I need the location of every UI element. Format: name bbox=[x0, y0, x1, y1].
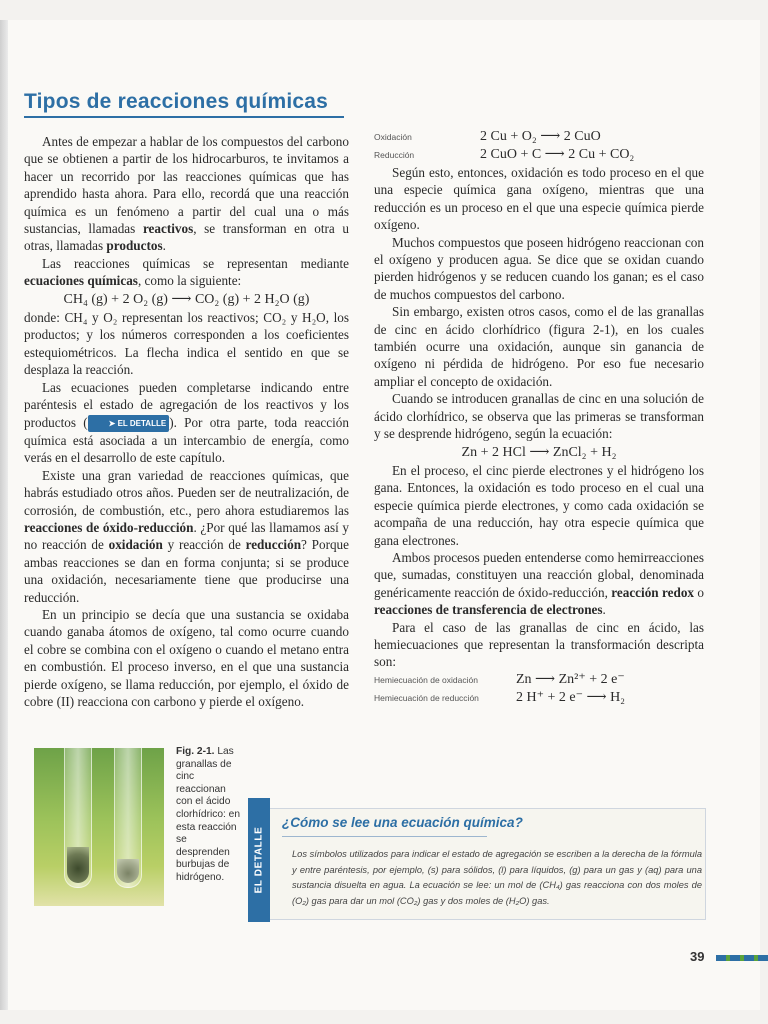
page-number-bar bbox=[716, 955, 768, 961]
el-detalle-heading-underline bbox=[282, 836, 487, 837]
el-detalle-box bbox=[248, 798, 708, 922]
title-underline bbox=[24, 116, 344, 118]
reduction-label: Reducción bbox=[374, 150, 415, 160]
hemi-reduction-label: Hemiecuación de reducción bbox=[374, 692, 479, 703]
el-detalle-content bbox=[270, 808, 706, 920]
paragraph-granallas: Cuando se introducen granallas de cinc en una solución de ácido clorhídrico, se observa que las primeras se transforman y se desprende hidrógeno, según la ecuación: bbox=[374, 391, 704, 442]
hemi-reduction bbox=[374, 689, 704, 707]
paragraph-intro: Antes de empezar a hablar de los compuestos del carbono que se obtienen a partir de los hidrocarburos, te invitamos a hacer un recorrido por las reacciones químicas que has aprendido hasta ahora. Para ello, recordá que una reacción química es un fenómeno a partir del cual una o más sustancias, llamadas reactivos, se transforman en otra u otras, llamadas productos. bbox=[24, 134, 350, 254]
oxidation-label: Oxidación bbox=[374, 132, 412, 142]
paragraph-segun-esto: Según esto, entonces, oxidación es todo proceso en el que una especie química gana oxígeno, mientras que una reducción es un proceso en el que una especie química pierde oxígeno. bbox=[374, 165, 704, 233]
paragraph-variedad: Existe una gran variedad de reacciones químicas, que habrás estudiado otros años. Pueden ser de neutralización, de corrosión, de combustión, etc., pero ahora estudiaremos las reacciones de óxido-reducción. ¿Por qué las llamamos así y no reacción de oxidación y reacción de reducción? Porque ambas reacciones se dan en forma conjunta; si se produce una oxidación, necesariamente tiene que producirse una reducción. bbox=[24, 467, 350, 605]
figure-photo-test-tubes bbox=[34, 748, 164, 906]
figure-caption-text: Las granallas de cinc reaccionan con el ácido clorhídrico: en esta reacción se desprenden burbujas de hidrógeno. bbox=[176, 746, 240, 883]
paragraph-otros-casos: Sin embargo, existen otros casos, como el de las granallas de cinc en ácido clorhídrico (figura 2-1), en los cuales también ocurre una oxidación, aunque sin ganancia de oxígeno ni pérdida de hidrógeno. Por eso fue necesario ampliar el concepto de oxidación. bbox=[374, 304, 704, 389]
right-column bbox=[374, 128, 704, 707]
page-title: Tipos de reacciones químicas bbox=[24, 90, 328, 113]
paragraph-hemirreacciones: Ambos procesos pueden entenderse como hemirreacciones que, sumadas, constituyen una reacción global, denominada genéricamente reacción de óxido-reducción, reacción redox o reacciones de transferencia de electrones. bbox=[374, 549, 704, 618]
paragraph-hidrogeno: Muchos compuestos que poseen hidrógeno reaccionan con el oxígeno y producen agua. Se dice que se oxidan cuando pierden hidrógenos y se reducen cuando los ganan; es el caso de muchos compuestos del carbono. bbox=[374, 234, 704, 302]
el-detalle-reference-link[interactable]: ➤ EL DETALLE bbox=[88, 415, 170, 432]
oxidation-equation: 2 Cu + O₂ ⟶ 2 CuO bbox=[480, 129, 601, 144]
hemi-reduction-equation: 2 H⁺ + 2 e⁻ ⟶ H₂ bbox=[516, 689, 626, 705]
page-number: 39 bbox=[690, 949, 705, 964]
el-detalle-tab: EL DETALLE bbox=[248, 798, 270, 922]
paragraph-estado-agregacion: Las ecuaciones pueden completarse indicando entre paréntesis el estado de agregación de los reactivos y los productos ( ➤ EL DETALLE ). Por otra parte, toda reacción química está asociada a un intercambio de energía, como verás en el desarrollo de este capítulo. bbox=[24, 379, 349, 466]
hemi-oxidation bbox=[374, 671, 704, 689]
paragraph-ecuaciones: Las reacciones químicas se representan mediante ecuaciones químicas, como la siguiente: bbox=[24, 255, 349, 289]
equation-zinc-hcl: Zn + 2 HCl ⟶ ZnCl₂ + H₂ bbox=[461, 444, 617, 460]
el-detalle-body: Los símbolos utilizados para indicar el estado de agregación se escriben a la derecha de la fórmula y entre paréntesis, por ejemplo, (s) para sólidos, (l) para líquidos, (g) para un gas y (aq) para una sustancia disuelta en agua. La ecuación se lee: un mol de (CH₄) gas reacciona con dos moles de (O₂) gas para dar un mol (CO₂) gas y dos moles de (H₂O) gas. bbox=[292, 849, 702, 906]
left-column bbox=[24, 133, 349, 710]
hemi-oxidation-equation: Zn ⟶ Zn²⁺ + 2 e⁻ bbox=[516, 671, 625, 687]
hemi-oxidation-label: Hemiecuación de oxidación bbox=[374, 674, 478, 685]
reduction-equation: 2 CuO + C ⟶ 2 Cu + CO₂ bbox=[480, 147, 635, 162]
paragraph-hemiecuaciones: Para el caso de las granallas de cinc en ácido, las hemiecuaciones que representan la transformación descripta son: bbox=[374, 619, 704, 670]
test-tube-right bbox=[114, 748, 142, 888]
el-detalle-heading: ¿Cómo se lee una ecuación química? bbox=[282, 815, 523, 830]
paragraph-principio: En un principio se decía que una sustancia se oxidaba cuando ganaba átomos de oxígeno, tal como ocurre cuando el cobre se combina con el oxígeno o cuando el metano entra en combustión. El proceso inverso, en el que una sustancia pierde oxígeno, se llama reducción, por ejemplo, el óxido de cobre (II) reacciona con carbono y pierde el oxígeno. bbox=[24, 606, 349, 709]
test-tube-left bbox=[64, 748, 92, 888]
equation-methane-combustion: CH₄ (g) + 2 O₂ (g) ⟶ CO₂ (g) + 2 H₂O (g) bbox=[63, 291, 310, 307]
reduction-example bbox=[374, 146, 704, 164]
figure-label: Fig. 2-1. bbox=[176, 746, 215, 757]
paragraph-electrones: En el proceso, el cinc pierde electrones y el hidrógeno los gana. Entonces, la oxidación es todo proceso en el cual una especie química pierde electrones, y como cada oxidación se acompaña de una reducción, hay otra especie química que gana electrones. bbox=[374, 462, 704, 548]
figure-caption bbox=[176, 746, 240, 885]
paragraph-donde: donde: CH₄ y O₂ representan los reactivos; CO₂ y H₂O, los productos; y los números corresponden a los coeficientes estequiométricos. La flecha indica el sentido en que se desplaza la reacción. bbox=[24, 310, 349, 378]
oxidation-example bbox=[374, 128, 704, 146]
